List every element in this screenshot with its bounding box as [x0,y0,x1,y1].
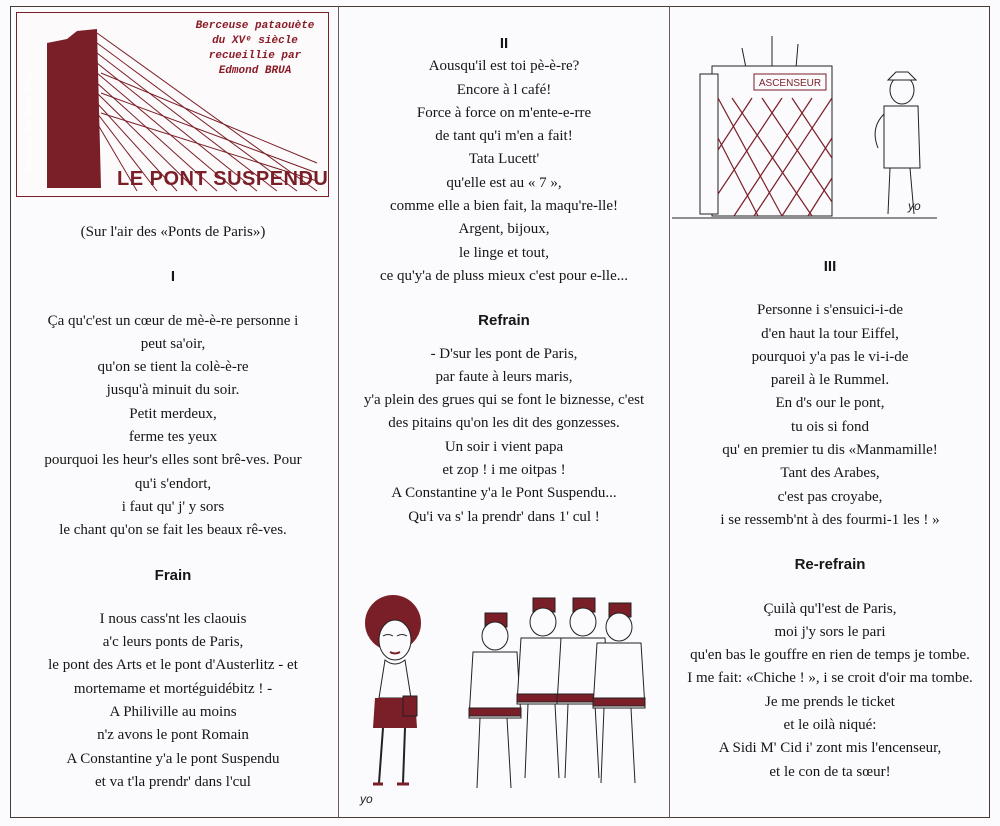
verse-line: n'z avons le pont Romain [97,727,249,744]
verse-line: de tant qu'i m'en a fait! [435,128,573,145]
verse-line: par faute à leurs maris, [435,368,573,385]
verse-line: En d's our le pont, [775,395,885,412]
verse-line: Force à force on m'ente-e-rre [416,104,592,121]
verse-line: i faut qu' j' y sors [121,498,225,515]
verse-line: Ça qu'c'est un cœur de mè-è-re personne i [47,312,299,329]
verse-line: comme elle a bien fait, la maqu're-lle! [389,198,618,215]
verse-line: qu' en premier tu dis «Manmamille! [722,442,938,459]
elevator-illustration [672,18,937,223]
credit-line: du XVᵉ siècle [212,35,298,47]
air-note: (Sur l'air des «Ponts de Paris») [80,224,266,240]
verse-line: I nous cass'nt les claouis [99,610,247,627]
verse-heading: II [499,35,509,52]
illustration-signature: yo [360,792,373,806]
credit-line: Berceuse pataouète [195,20,315,32]
verse-line: Personne i s'ensuici-i-de [756,302,903,319]
verse-line: qu'en bas le gouffre en rien de temps je tombe. [690,647,970,664]
verse-line: Qu'i va s' la prendr' dans 1' cul ! [408,508,600,525]
verse-line: Çuilà qu'l'est de Paris, [763,600,897,617]
credit-line: recueillie par [208,50,302,62]
verse-line: pourquoi les heur's elles sont brê-ves. Pour [44,452,302,469]
verse-line: pareil à le Rummel. [770,372,890,389]
column-3 [670,255,990,784]
rerefrain-heading: Re-refrain [794,556,866,574]
verse-line: Argent, bijoux, [458,221,550,238]
column-2 [340,32,668,529]
frain-heading: Frain [154,566,192,584]
verse-line: c'est pas croyabe, [777,488,883,505]
verse-line: et va t'la prendr' dans l'cul [95,773,251,790]
verse-line: qu'i s'endort, [134,475,212,492]
page-title: LE PONT SUSPENDU [117,168,329,190]
verse-line: A Constantine y'a le pont Suspendu [66,750,280,767]
refrain-heading: Refrain [478,312,530,330]
verse-line: y'a plein des grues qui se font le biznesse, c'est [363,392,645,409]
verse-line: le linge et tout, [459,244,549,261]
verse-line: le chant qu'on se fait les beaux rê-ves. [59,522,287,539]
verse-line: des pitains qu'on les dit des gonzesses. [388,415,620,432]
verse-line: ferme tes yeux [128,429,218,446]
verse-line: et le con de ta sœur! [769,763,891,780]
column-rule [338,6,339,818]
verse-line: A Sidi M' Cid i' zont mis l'encenseur, [718,740,942,757]
verse-line: moi j'y sors le pari [774,623,886,640]
elevator-sign: ASCENSEUR [758,78,822,89]
verse-line: a'c leurs ponts de Paris, [102,634,244,651]
verse-line: Tata Lucett' [468,151,540,168]
verse-line: - D'sur les pont de Paris, [430,345,578,362]
verse-line: peut sa'oir, [140,335,206,352]
verse-line: Encore à l café! [456,81,552,98]
verse-line: d'en haut la tour Eiffel, [761,325,899,342]
verse-line: jusqu'à minuit du soir. [106,382,240,399]
verse-line: qu'on se tient la colè-è-re [97,359,249,376]
verse-line: et zop ! i me oitpas ! [442,462,566,479]
verse-line: tu ois si fond [791,418,869,435]
verse-line: et le oilà niqué: [783,717,877,734]
woman-soldiers-illustration [345,578,665,813]
verse-line: A Constantine y'a le Pont Suspendu... [391,485,617,502]
column-1 [14,221,332,794]
verse-heading: III [823,258,837,275]
verse-line: Petit merdeux, [129,405,217,422]
title-credit [190,19,320,79]
verse-line: pourquoi y'a pas le vi-i-de [751,348,909,365]
verse-line: qu'elle est au « 7 », [446,174,562,191]
verse-line: A Philiville au moins [109,704,237,721]
title-box [16,12,329,197]
verse-heading: I [170,268,176,286]
credit-line: Edmond BRUA [218,65,292,77]
verse-line: I me fait: «Chiche ! », i se croit d'oir ma tombe. [687,670,973,687]
verse-line: le pont des Arts et le pont d'Austerlitz - et [48,657,298,674]
verse-line: mortemame et mortéguidébitz ! - [73,680,273,697]
verse-line: ce qu'y'a de pluss mieux c'est pour e-lle... [379,267,629,284]
illustration-signature: yo [908,199,921,213]
verse-line: Aousqu'il est toi pè-è-re? [428,58,580,75]
verse-line: Un soir i vient papa [444,438,564,455]
verse-line: Je me prends le ticket [765,693,895,710]
verse-line: i se ressemb'nt à des fourmi-1 les ! » [720,511,940,528]
verse-line: Tant des Arabes, [780,465,880,482]
artist-credit: Dessins de Jean Brua [23,70,35,173]
